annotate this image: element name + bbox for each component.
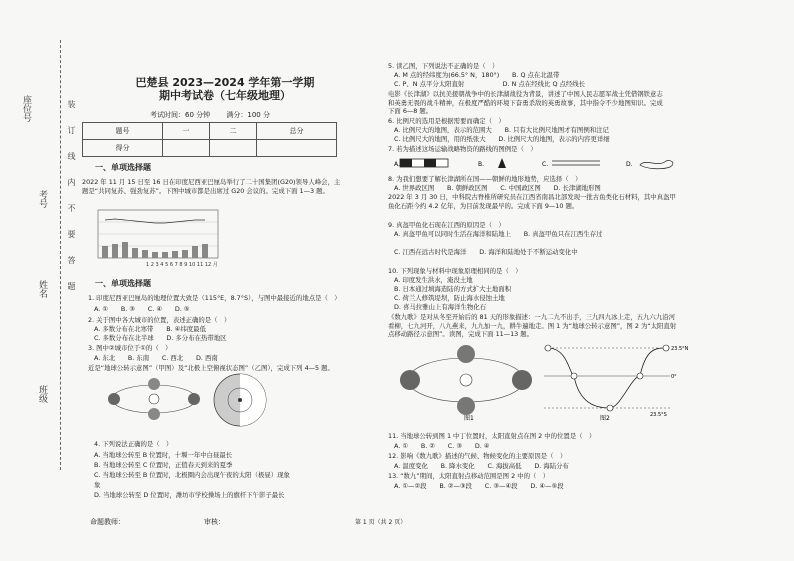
question-13-options: A. ①—②段 B. ②—③段 C. ③—④段 D. ④—⑤段 bbox=[394, 482, 564, 490]
question-10-b: B. 日本通过填海造陆的方式扩大土地面积 bbox=[394, 285, 512, 293]
question-11-options: A. ① B. ② C. ③ D. ④ bbox=[394, 442, 490, 450]
footer-page: 第 1 页（共 2 页） bbox=[355, 519, 407, 526]
question-11: 11. 当地球公转到图 1 中丁位置时，太阳直射点在图 2 中的位置是（ ） bbox=[388, 432, 596, 440]
figure-1-caption: 图1 bbox=[464, 415, 474, 422]
svg-text:D.: D. bbox=[626, 161, 633, 168]
exam-number-label: 考号 bbox=[37, 190, 47, 208]
question-8: 8. 为我们想要了解长津湖所在国——朝鲜的地形地势，应选择（ ） bbox=[388, 175, 582, 183]
question-12: 12. 影响《数九歌》描述的气候、物候变化的主要原因是（ ） bbox=[388, 452, 567, 460]
svg-text:23.5°S: 23.5°S bbox=[650, 412, 667, 418]
question-1: 1. 印度尼西亚巴厘岛的地理位置大致是（115°E，8.7°S），与图中最接近的地点是（ ） bbox=[88, 294, 341, 302]
question-5-cd: C. P、N 点平分太阳直射 D. N 点在经线比 Q 点经线长 bbox=[394, 80, 586, 88]
polar-view-figure-yi bbox=[210, 370, 270, 430]
svg-text:C.: C. bbox=[542, 161, 549, 168]
figure-2-sun-curve bbox=[540, 336, 689, 422]
question-4-a: A. 当地球公转至 B 位置时，十堰一年中白昼最长 bbox=[94, 451, 233, 459]
climate-chart-figure bbox=[86, 206, 236, 268]
question-9-a: A. 真盔甲鱼可以同时生活在海洋和陆地上 B. 真盔甲鱼只在江西生存过 bbox=[394, 230, 603, 238]
question-5: 5. 读乙图，下列说法不正确的是（ ） bbox=[388, 62, 499, 70]
question-4-d: D. 当地球公转至 D 位置时，潍坊市学校操场上的旗杆下午影子最长 bbox=[94, 491, 285, 499]
question-13: 13. “数九”期间，太阳直射点移动范围是图 2 中的（ ） bbox=[388, 472, 550, 480]
question-4-6-intro: 近是“地球公转示意图”（甲图）及“北极上空俯视状态图”（乙图），完成下列 4—5 题。 bbox=[88, 364, 334, 372]
score-header-1: 一 bbox=[162, 123, 209, 140]
question-4: 4. 下列说法正确的是（ ） bbox=[94, 440, 173, 448]
score-header-total: 总分 bbox=[257, 123, 337, 140]
binding-warning: 装订线内不要答题 bbox=[67, 100, 76, 308]
question-12-options: A. 温度变化 B. 降水变化 C. 海拔高低 D. 海陆分布 bbox=[394, 462, 569, 470]
exam-time: 考试时间：60 分钟 bbox=[150, 111, 211, 119]
svg-text:A.: A. bbox=[394, 161, 400, 168]
intro-paragraph: 2022 年 11 月 15 日至 16 日在印度尼西亚巴厘岛举行了二十国集团(G20)领导人峰会，主题是“共同复苏、强劲复苏”。下图中城市都是出席过 G20 会议的。完成下面 1—3 题。 bbox=[82, 178, 341, 195]
question-3: 3. 图中②城市位于①的（ ） bbox=[88, 344, 172, 352]
chart-axis-label: 1 2 3 4 5 6 7 8 9 10 11 12 月 bbox=[146, 262, 218, 268]
question-9: 9. 真盔甲鱼化石现在江西的原因是（ ） bbox=[388, 221, 505, 229]
svg-text:23.5°N: 23.5°N bbox=[671, 346, 689, 352]
nine-nine-paragraph: 《数九歌》是对从冬至开始后的 81 天的形象描述：一九二九不出手，三九四九冰上走，五九六九沿河看柳，七九河开，八九燕来，九九加一九，耕牛遍地走。图 1 为“地球公转示意图”，图 2 为“太阳直射点移动路径示意图”。读图，完成下面 11—13 题。 bbox=[388, 313, 677, 338]
question-4-c2: 象 bbox=[94, 481, 101, 489]
svg-text:0°: 0° bbox=[671, 374, 677, 380]
question-4-b: B. 当地球公转至 C 位置时，正值春天到来的夏季 bbox=[94, 461, 233, 469]
score-table bbox=[82, 122, 337, 157]
score-cell[interactable] bbox=[162, 140, 209, 157]
question-6-ab: A. 比例尺大的地图，表示的范围大 B. 只有大比例尺地图才有图例和注记 bbox=[394, 126, 609, 134]
question-8-options: A. 世界政区图 B. 朝鲜政区图 C. 中国政区图 D. 长津湖地形图 bbox=[394, 184, 601, 192]
score-header-label: 题号 bbox=[83, 123, 163, 140]
earth-orbit-figure-jia bbox=[104, 376, 204, 422]
question-2-opts-c: C. 多数分布在北半球 D. 多分布在热带地区 bbox=[94, 334, 227, 342]
question-10: 10. 下列现象与材料中现象原理相同的是（ ） bbox=[388, 267, 522, 275]
question-6-cd: C. 比例尺大的地图，用的纸张大 D. 比例尺大的地图，表示的内容更详细 bbox=[394, 135, 610, 143]
figure-1-orbit bbox=[396, 340, 536, 422]
exam-meta bbox=[150, 110, 350, 120]
map-symbol-options bbox=[394, 156, 684, 172]
question-5-ab: A. M 点的经纬度为(66.5° N，180°) B. Q 点在北温带 bbox=[394, 71, 560, 79]
seat-number-label: 座位号 bbox=[21, 95, 31, 122]
svg-text:B.: B. bbox=[478, 161, 485, 168]
question-10-a: A. 印度发生洪水，淹没土地 bbox=[394, 276, 473, 284]
question-2-opts-a: A. 多数分布在北寒带 B. ④纬度最低 bbox=[94, 325, 206, 333]
movie-paragraph: 电影《长津湖》以抗美援朝战争中的长津湖战役为背景，讲述了中国人民志愿军战士凭借钢铁意志和英勇无畏的战斗精神，在极度严酷的环境下奋勇杀敌的英勇故事，其中指令不少地图知识。完成下面 6—8 题。 bbox=[388, 90, 663, 115]
question-9-bc: C. 江西在远古时代是海洋 D. 海洋和陆地处于不断运动变化中 bbox=[394, 248, 578, 256]
binding-line bbox=[60, 40, 61, 470]
score-cell[interactable] bbox=[209, 140, 256, 157]
name-label: 姓名 bbox=[37, 280, 47, 298]
question-4-c: C. 当地球公转至 B 位置时，北极圈内会出现午夜的太阳（极昼）现象 bbox=[94, 471, 290, 479]
class-label: 班级 bbox=[37, 385, 47, 403]
footer-reviewer: 审核： bbox=[204, 518, 225, 526]
score-cell[interactable] bbox=[257, 140, 337, 157]
question-6: 6. 比例尺的选用是根据需要而确定（ ） bbox=[388, 117, 505, 125]
exam-title-line1: 巴楚县 2023—2024 学年第一学期 bbox=[135, 76, 315, 89]
question-7: 7. 若为描述这场运输战略物资的路线的图例是（ ） bbox=[388, 145, 537, 153]
footer-teacher: 命题教师： bbox=[90, 518, 125, 526]
section-one-sub: 一、单项选择题 bbox=[95, 279, 151, 288]
question-3-options: A. 东北 B. 东南 C. 西北 D. 西南 bbox=[94, 354, 218, 362]
question-2: 2. 关于图中各大城市的位置，表述正确的是（ ） bbox=[88, 316, 231, 324]
fossil-paragraph: 2022 年 3 月 30 日，中科院古脊椎所研究员在江西省南昌北部发现一批古鱼类化石材料，其中真盔甲鱼化石距今约 4.2 亿年，为目前发现最早的。完成下面 9—10 题。 bbox=[388, 193, 676, 210]
exam-title-line2: 期中考试卷（七年级地理） bbox=[159, 89, 291, 102]
score-header-2: 二 bbox=[209, 123, 256, 140]
question-1-options: A. ① B. ③ C. ④ D. ⑤ bbox=[94, 305, 190, 313]
figure-2-caption: 图2 bbox=[600, 415, 610, 422]
question-10-d: D. 喜马拉雅山上有海洋生物化石 bbox=[394, 303, 487, 311]
question-10-c: C. 荷兰人修筑堤坝，防止海水侵蚀土地 bbox=[394, 294, 505, 302]
section-one-title: 一、单项选择题 bbox=[95, 163, 151, 172]
exam-score: 满分：100 分 bbox=[226, 111, 270, 119]
exam-title bbox=[120, 76, 330, 102]
score-row-label: 得分 bbox=[83, 140, 163, 157]
